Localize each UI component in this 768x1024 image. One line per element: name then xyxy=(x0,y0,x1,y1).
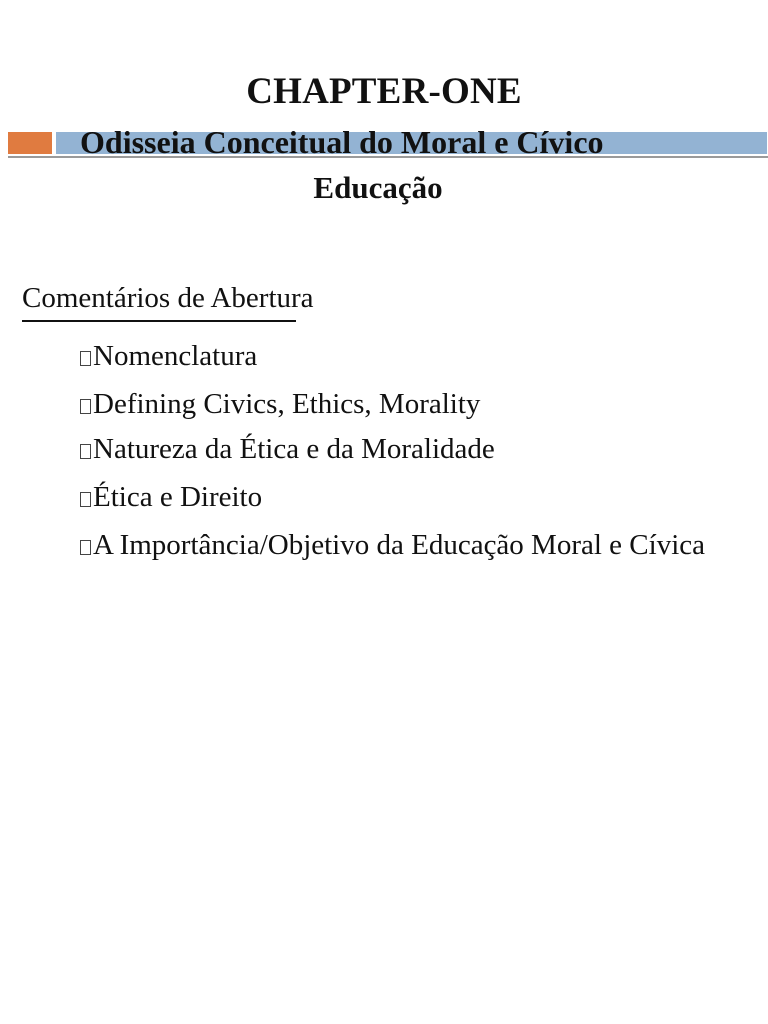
list-item xyxy=(80,384,480,424)
list-item-text: Natureza da Ética e da Moralidade xyxy=(93,433,495,465)
list-item xyxy=(80,477,262,517)
section-heading: Comentários de Abertura xyxy=(22,282,314,314)
chapter-title: CHAPTER-ONE xyxy=(246,71,522,112)
banner-accent-block xyxy=(8,132,52,154)
list-item xyxy=(80,429,495,469)
list-item xyxy=(80,336,257,376)
list-item-text: Defining Civics, Ethics, Morality xyxy=(93,388,481,420)
missing-glyph-box-icon xyxy=(80,444,91,459)
list-item-text: A Importância/Objetivo da Educação Moral e Cívica xyxy=(93,529,706,561)
missing-glyph-box-icon xyxy=(80,540,91,555)
list-item-text: Nomenclatura xyxy=(93,340,258,372)
subtitle-line-2: Educação xyxy=(313,170,443,205)
missing-glyph-box-icon xyxy=(80,492,91,507)
section-heading-underline xyxy=(22,320,296,322)
list-item-text: Ética e Direito xyxy=(93,481,263,513)
missing-glyph-box-icon xyxy=(80,399,91,414)
subtitle-line-1: Odisseia Conceitual do Moral e Cívico xyxy=(80,124,604,160)
list-item xyxy=(80,525,705,565)
missing-glyph-box-icon xyxy=(80,351,91,366)
